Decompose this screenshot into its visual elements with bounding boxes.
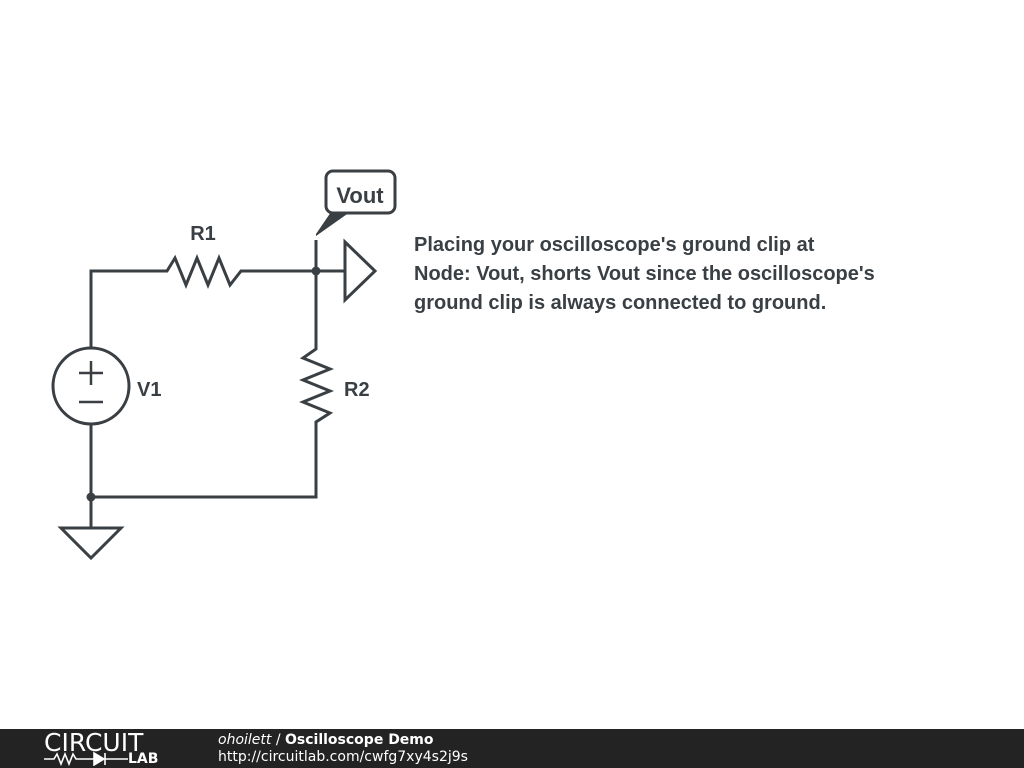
logo-sub: LAB (128, 751, 159, 767)
author-link[interactable]: ohoilett (218, 732, 272, 748)
credit-separator: / (271, 732, 285, 748)
logo-circuit-icon (44, 750, 128, 766)
junction-node-vout (312, 267, 321, 276)
v1-label: V1 (137, 379, 162, 401)
circuitlab-logo[interactable] (44, 730, 176, 768)
note-line-2: Node: Vout, shorts Vout since the oscilloscope's (414, 263, 875, 285)
r1-resistor[interactable] (160, 258, 246, 285)
circuit-title-link[interactable]: Oscilloscope Demo (285, 732, 434, 748)
footer-bar (0, 729, 1024, 768)
ground-icon (61, 528, 121, 558)
note-line-3: ground clip is always connected to ground. (414, 292, 827, 314)
r2-resistor[interactable] (303, 344, 330, 430)
logo-word: CIRCUIT (44, 728, 144, 757)
vout-label-pointer (316, 212, 350, 236)
note-line-1: Placing your oscilloscope's ground clip at (414, 234, 815, 256)
r1-label: R1 (190, 223, 216, 245)
r2-label: R2 (344, 379, 370, 401)
circuit-url-link[interactable]: http://circuitlab.com/cwfg7xy4s2j9s (218, 749, 468, 765)
footer-credit (218, 731, 434, 749)
vout-label: Vout (336, 183, 384, 208)
wire-r2-bottom (91, 430, 316, 497)
junction-node-ground (87, 493, 96, 502)
v1-source[interactable] (53, 348, 129, 424)
wire-top-left (91, 271, 160, 348)
scope-probe-icon[interactable] (345, 242, 375, 300)
